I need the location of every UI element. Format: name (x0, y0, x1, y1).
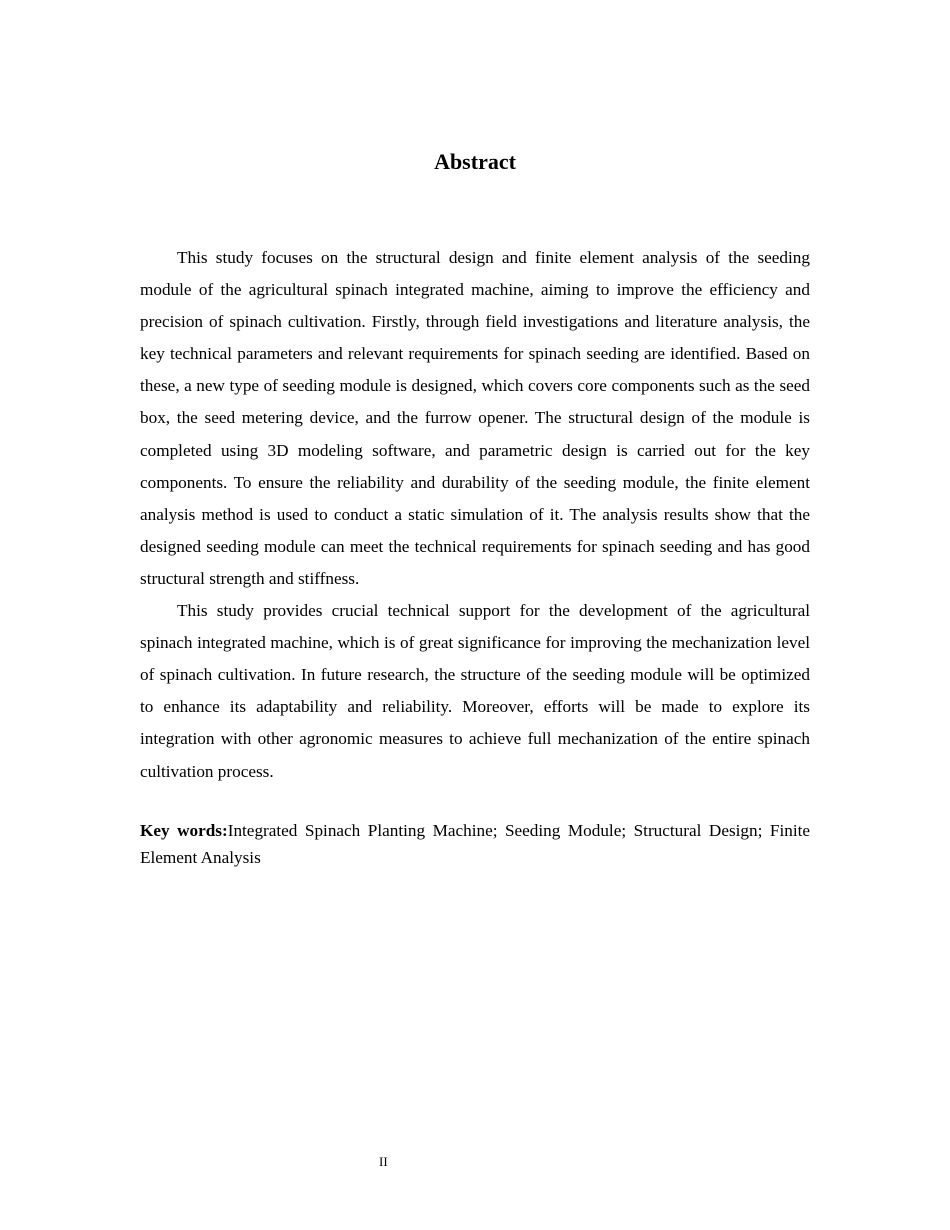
keywords-label: Key words: (140, 821, 228, 840)
abstract-paragraph-2: This study provides crucial technical support for the development of the agricultural spinach integrated machine, which is of great significance for improving the mechanization level of spinach cultivation. In future research, the structure of the seeding module will be optimized to enhance its adaptability and reliability. Moreover, efforts will be made to explore its integration with other agronomic measures to achieve full mechanization of the entire spinach cultivation process. (140, 601, 810, 781)
document-page (140, 0, 810, 1230)
page-number: II (379, 1154, 388, 1169)
abstract-title: Abstract (434, 149, 516, 174)
keywords-line (140, 817, 810, 871)
keywords-text: Integrated Spinach Planting Machine; Seeding Module; Structural Design; Finite Element Analysis (140, 821, 810, 867)
abstract-body (140, 242, 810, 788)
abstract-paragraph-1: This study focuses on the structural design and finite element analysis of the seeding module of the agricultural spinach integrated machine, aiming to improve the efficiency and precision of spinach cultivation. Firstly, through field investigations and literature analysis, the key technical parameters and relevant requirements for spinach seeding are identified. Based on these, a new type of seeding module is designed, which covers core components such as the seed box, the seed metering device, and the furrow opener. The structural design of the module is completed using 3D modeling software, and parametric design is carried out for the key components. To ensure the reliability and durability of the seeding module, the finite element analysis method is used to conduct a static simulation of it. The analysis results show that the designed seeding module can meet the technical requirements for spinach seeding and has good structural strength and stiffness. (140, 248, 810, 588)
